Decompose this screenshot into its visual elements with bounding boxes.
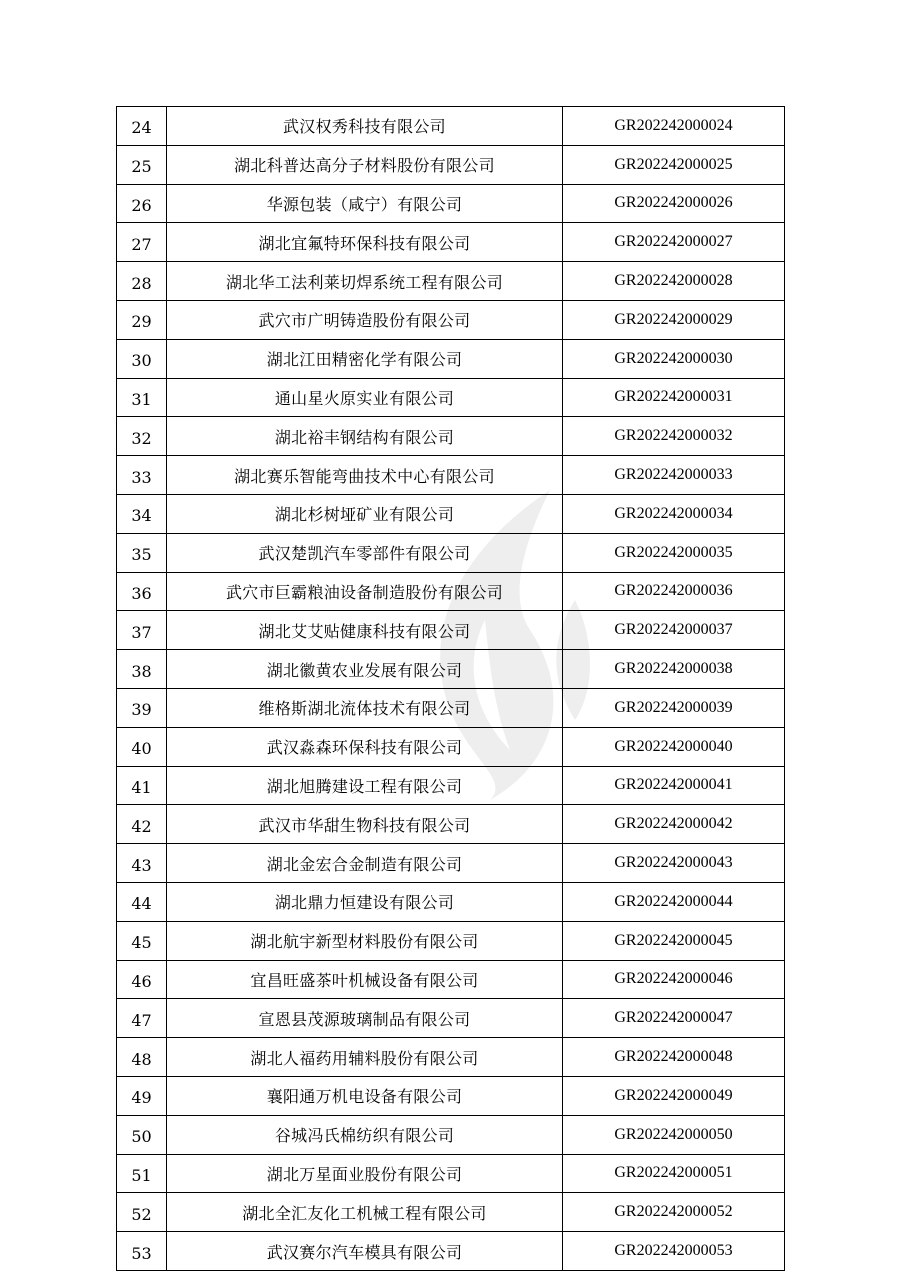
- certificate-number: GR202242000029: [563, 300, 785, 339]
- certificate-number: GR202242000034: [563, 494, 785, 533]
- certificate-number: GR202242000030: [563, 339, 785, 378]
- certificate-number: GR202242000040: [563, 727, 785, 766]
- table-row: [117, 805, 785, 844]
- row-number: 51: [117, 1154, 167, 1193]
- table-row: [117, 727, 785, 766]
- company-name: 湖北裕丰钢结构有限公司: [167, 417, 563, 456]
- table-row: [117, 456, 785, 495]
- company-roster-table: [116, 106, 785, 1271]
- company-name: 湖北科普达高分子材料股份有限公司: [167, 145, 563, 184]
- company-name: 武汉权秀科技有限公司: [167, 107, 563, 146]
- certificate-number: GR202242000038: [563, 650, 785, 689]
- table-row: [117, 572, 785, 611]
- row-number: 29: [117, 300, 167, 339]
- certificate-number: GR202242000025: [563, 145, 785, 184]
- table-row: [117, 921, 785, 960]
- row-number: 35: [117, 533, 167, 572]
- certificate-number: GR202242000050: [563, 1115, 785, 1154]
- company-name: 华源包装（咸宁）有限公司: [167, 184, 563, 223]
- row-number: 27: [117, 223, 167, 262]
- company-name: 武穴市广明铸造股份有限公司: [167, 300, 563, 339]
- row-number: 39: [117, 688, 167, 727]
- row-number: 47: [117, 999, 167, 1038]
- certificate-number: GR202242000049: [563, 1076, 785, 1115]
- table-row: [117, 766, 785, 805]
- certificate-number: GR202242000024: [563, 107, 785, 146]
- table-row: [117, 378, 785, 417]
- company-name: 湖北赛乐智能弯曲技术中心有限公司: [167, 456, 563, 495]
- company-name: 宜昌旺盛茶叶机械设备有限公司: [167, 960, 563, 999]
- row-number: 52: [117, 1193, 167, 1232]
- certificate-number: GR202242000035: [563, 533, 785, 572]
- table-row: [117, 882, 785, 921]
- certificate-number: GR202242000036: [563, 572, 785, 611]
- company-name: 湖北艾艾贴健康科技有限公司: [167, 611, 563, 650]
- certificate-number: GR202242000048: [563, 1038, 785, 1077]
- company-name: 湖北江田精密化学有限公司: [167, 339, 563, 378]
- company-name: 湖北人福药用辅料股份有限公司: [167, 1038, 563, 1077]
- company-name: 湖北杉树垭矿业有限公司: [167, 494, 563, 533]
- certificate-number: GR202242000046: [563, 960, 785, 999]
- certificate-number: GR202242000045: [563, 921, 785, 960]
- table-row: [117, 145, 785, 184]
- table-row: [117, 1076, 785, 1115]
- row-number: 32: [117, 417, 167, 456]
- certificate-number: GR202242000033: [563, 456, 785, 495]
- certificate-number: GR202242000043: [563, 844, 785, 883]
- certificate-number: GR202242000042: [563, 805, 785, 844]
- company-name: 武汉淼森环保科技有限公司: [167, 727, 563, 766]
- row-number: 45: [117, 921, 167, 960]
- table-row: [117, 844, 785, 883]
- table-row: [117, 223, 785, 262]
- table-row: [117, 1154, 785, 1193]
- certificate-number: GR202242000027: [563, 223, 785, 262]
- row-number: 36: [117, 572, 167, 611]
- table-row: [117, 262, 785, 301]
- table-row: [117, 999, 785, 1038]
- row-number: 48: [117, 1038, 167, 1077]
- certificate-number: GR202242000026: [563, 184, 785, 223]
- company-name: 湖北宜氟特环保科技有限公司: [167, 223, 563, 262]
- table-row: [117, 1038, 785, 1077]
- row-number: 50: [117, 1115, 167, 1154]
- table-row: [117, 1193, 785, 1232]
- certificate-number: GR202242000032: [563, 417, 785, 456]
- table-row: [117, 107, 785, 146]
- row-number: 42: [117, 805, 167, 844]
- table-row: [117, 417, 785, 456]
- row-number: 33: [117, 456, 167, 495]
- table-row: [117, 1115, 785, 1154]
- row-number: 30: [117, 339, 167, 378]
- table-row: [117, 611, 785, 650]
- row-number: 43: [117, 844, 167, 883]
- row-number: 34: [117, 494, 167, 533]
- certificate-number: GR202242000041: [563, 766, 785, 805]
- table-row: [117, 494, 785, 533]
- company-name: 维格斯湖北流体技术有限公司: [167, 688, 563, 727]
- company-name: 湖北华工法利莱切焊系统工程有限公司: [167, 262, 563, 301]
- company-name: 湖北徽黄农业发展有限公司: [167, 650, 563, 689]
- table-row: [117, 960, 785, 999]
- row-number: 41: [117, 766, 167, 805]
- row-number: 26: [117, 184, 167, 223]
- row-number: 49: [117, 1076, 167, 1115]
- company-name: 武穴市巨霸粮油设备制造股份有限公司: [167, 572, 563, 611]
- company-name: 湖北万星面业股份有限公司: [167, 1154, 563, 1193]
- company-name: 武汉市华甜生物科技有限公司: [167, 805, 563, 844]
- company-name: 湖北旭腾建设工程有限公司: [167, 766, 563, 805]
- table-row: [117, 339, 785, 378]
- certificate-number: GR202242000028: [563, 262, 785, 301]
- certificate-number: GR202242000047: [563, 999, 785, 1038]
- row-number: 46: [117, 960, 167, 999]
- row-number: 28: [117, 262, 167, 301]
- company-name: 谷城冯氏棉纺织有限公司: [167, 1115, 563, 1154]
- company-name: 湖北金宏合金制造有限公司: [167, 844, 563, 883]
- certificate-number: GR202242000031: [563, 378, 785, 417]
- certificate-number: GR202242000052: [563, 1193, 785, 1232]
- row-number: 25: [117, 145, 167, 184]
- certificate-number: GR202242000044: [563, 882, 785, 921]
- company-name: 宣恩县茂源玻璃制品有限公司: [167, 999, 563, 1038]
- row-number: 31: [117, 378, 167, 417]
- company-name: 通山星火原实业有限公司: [167, 378, 563, 417]
- table-row: [117, 533, 785, 572]
- company-name: 武汉楚凯汽车零部件有限公司: [167, 533, 563, 572]
- table-row: [117, 300, 785, 339]
- row-number: 40: [117, 727, 167, 766]
- table-row: [117, 1232, 785, 1271]
- certificate-number: GR202242000051: [563, 1154, 785, 1193]
- table-row: [117, 184, 785, 223]
- row-number: 24: [117, 107, 167, 146]
- company-name: 襄阳通万机电设备有限公司: [167, 1076, 563, 1115]
- company-name: 武汉赛尔汽车模具有限公司: [167, 1232, 563, 1271]
- certificate-number: GR202242000053: [563, 1232, 785, 1271]
- row-number: 53: [117, 1232, 167, 1271]
- company-name: 湖北全汇友化工机械工程有限公司: [167, 1193, 563, 1232]
- roster-body: [117, 107, 785, 1271]
- company-name: 湖北航宇新型材料股份有限公司: [167, 921, 563, 960]
- certificate-number: GR202242000037: [563, 611, 785, 650]
- company-name: 湖北鼎力恒建设有限公司: [167, 882, 563, 921]
- table-row: [117, 688, 785, 727]
- row-number: 38: [117, 650, 167, 689]
- row-number: 37: [117, 611, 167, 650]
- row-number: 44: [117, 882, 167, 921]
- certificate-number: GR202242000039: [563, 688, 785, 727]
- table-row: [117, 650, 785, 689]
